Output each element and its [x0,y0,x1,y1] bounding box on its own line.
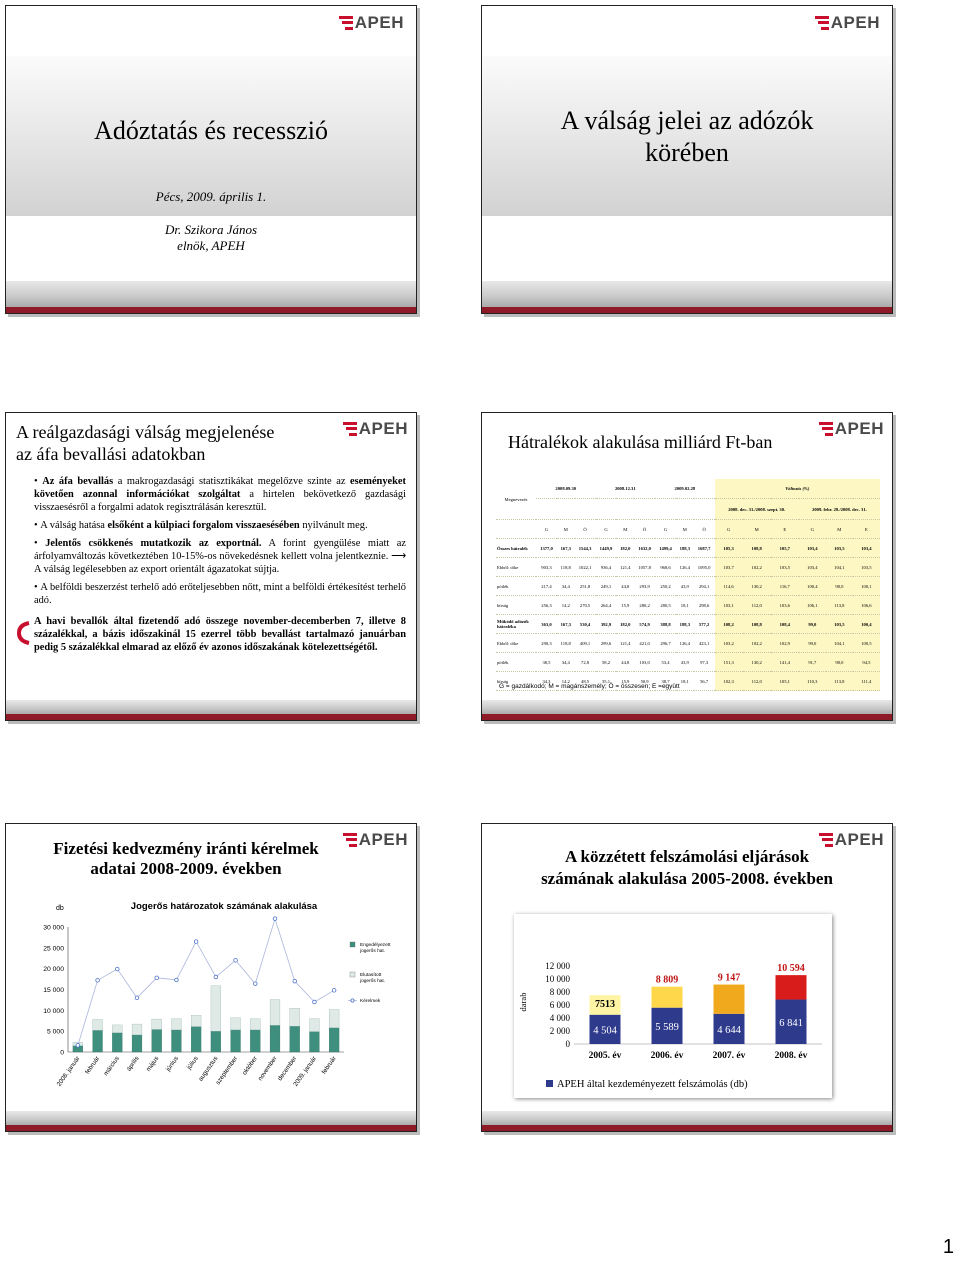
axis-label: darab [518,992,528,1012]
apeh-logo: APEH [819,831,884,848]
slide-liquidations [481,823,893,1132]
y-tick-label: 20 000 [43,966,64,974]
bullet-2: • A válság hatása elsőként a külpiaci forgalom visszaesésében nyilvánult meg. [34,520,368,531]
red-bracket-icon [15,621,31,645]
data-label: 5 589 [655,1021,679,1033]
bar-elutasitott [172,1019,182,1030]
apeh-logo: APEH [339,14,404,31]
apeh-logo: APEH [815,14,880,31]
table-cell: 299,6 [596,634,617,653]
bar-engedelyezett [132,1035,142,1052]
bar-total [652,987,683,1008]
legend-entry: Elutasított jogerős hat. [360,973,386,984]
liquidation-chart [514,914,832,1098]
x-tick-label: június [164,1055,181,1073]
x-tick-label: december [276,1055,299,1083]
subheader-cell: Ö [575,520,596,539]
x-tick-label: augusztus [197,1055,220,1083]
bar-engedelyezett [310,1032,320,1052]
legend-swatch [350,942,355,947]
point-kerelmek [135,996,139,1000]
table-cell: 102,2 [743,634,771,653]
table-cell: 1544,3 [575,539,596,558]
table-cell: 249,1 [596,577,617,596]
point-kerelmek [115,967,119,971]
table-cell: 97,3 [694,653,715,672]
bar-engedelyezett [270,1025,280,1052]
table-cell: 100,4 [799,577,826,596]
section-title-line2: körében [645,138,729,167]
table-cell: 118,8 [557,634,575,653]
table-cell: 1057,8 [634,558,655,577]
subheader-row [496,520,880,539]
table-cell: 188,3 [676,615,694,634]
table-cell: 98,0 [826,577,853,596]
table-cell: 91,7 [799,653,826,672]
data-label: 4 504 [593,1025,617,1037]
legend-marker [351,999,354,1002]
slide-title [482,846,892,890]
point-kerelmek [214,975,218,979]
bar-elutasitott [290,1008,300,1026]
table-cell: 106,6 [853,596,880,615]
table-cell: 38,7 [655,672,676,691]
table-cell: 103,5 [826,615,853,634]
bar-engedelyezett [172,1030,182,1052]
table-cell: 100,5 [853,634,880,653]
point-kerelmek [273,917,277,921]
bullet-1: • Az áfa bevallás a makrogazdasági statisztikákat megelőzve szinte az eseményeket követően azonnal információkat szolgáltat a hirtelen bekövetkező gazdasági visszaesésről a forgalmi adatok regisztrálásán keresztül. [34,476,406,513]
y-tick-label: 8 000 [549,987,570,997]
row-label: Összes hátralék [496,539,536,558]
bar-elutasitott [231,1018,241,1030]
col-header-megnevezes: Megnevezés [496,479,536,520]
table-cell: 574,9 [634,615,655,634]
data-label: 7513 [595,999,615,1011]
slide-title-line1: A reálgazdasági válság megjelenése [16,422,275,442]
bar-elutasitott [310,1019,320,1032]
table-cell: 38,5 [536,653,557,672]
x-tick-label: július [185,1055,200,1071]
table-cell: 103,4 [799,558,826,577]
table-cell: 182,0 [616,615,634,634]
table-cell: 34,4 [557,577,575,596]
table-cell: 105,7 [771,539,799,558]
point-kerelmek [332,989,336,993]
table-cell: 130,2 [743,577,771,596]
table-footnote: G = gazdálkodó; M = magánszemély; Ö = összesen; E =együtt [499,683,680,690]
subheader-cell: E [771,520,799,539]
point-kerelmek [96,979,100,983]
table-cell: 167,3 [557,615,575,634]
slide-title [6,839,366,879]
table-cell: 126,4 [676,558,694,577]
point-kerelmek [234,959,238,963]
x-tick-label: 2008. január [55,1055,82,1088]
row-label: bírság [496,596,536,615]
table-cell: 103,2 [715,634,743,653]
y-tick-label: 25 000 [43,945,64,953]
table-cell: 15,9 [616,672,634,691]
table-cell: 43,9 [676,577,694,596]
y-tick-label: 30 000 [43,924,64,932]
table-cell: 530,4 [575,615,596,634]
table-cell: 1095,0 [694,558,715,577]
bar-engedelyezett [191,1027,201,1052]
table-cell: 293,9 [634,577,655,596]
table-cell: 14,2 [557,672,575,691]
table-cell: 103,5 [853,558,880,577]
table-cell: 111,4 [853,672,880,691]
table-cell: 936,4 [596,558,617,577]
slide-title-line2: adatai 2008-2009. években [90,859,282,878]
table-cell: 250,2 [655,577,676,596]
table-cell: 141,4 [771,653,799,672]
slide-title [5,5,417,314]
subheader-cell: M [676,520,694,539]
apeh-logo: APEH [819,420,884,437]
table-cell: 251,8 [575,577,596,596]
y-tick-label: 0 [60,1049,64,1057]
row-label: Ebből: tőke [496,634,536,653]
point-kerelmek [253,982,257,986]
point-kerelmek [175,978,179,982]
table-cell: 182,0 [616,539,634,558]
subheader-cell: M [616,520,634,539]
bar-total [776,975,807,999]
slide-vat-crisis [5,412,417,721]
subheader-cell: G [536,520,557,539]
table-cell: 112,0 [743,596,771,615]
bullet-5: A havi bevallók által fizetendő adó összege november-decemberben 7, illetve 8 százalékkal, a bázis időszakinál 15 ezerrel több bevallást tartalmazó januárban pedig 5 százalékkal elmarad az előző év azonos időszakának kötelezettségétől. [34,616,406,653]
table-cell: 110,3 [799,672,826,691]
table-cell: 167,3 [557,539,575,558]
table-cell: 99,0 [799,634,826,653]
table-cell: 1449,9 [596,539,617,558]
author-name: Dr. Szikora János [164,222,258,237]
subheader-cell: M [557,520,575,539]
table-cell: 72,8 [575,653,596,672]
x-tick-label: szeptember [214,1055,240,1087]
table-cell: 188,3 [676,539,694,558]
table-cell: 58,2 [596,653,617,672]
slide-title-line2: az áfa bevallási adatokban [16,444,206,464]
data-label: 6 841 [779,1017,803,1029]
table-cell: 44,8 [616,653,634,672]
table-cell: 106,1 [799,596,826,615]
y-tick-label: 6 000 [549,1000,570,1010]
table-cell: 151,3 [715,653,743,672]
y-tick-label: 10 000 [545,974,570,984]
bar-engedelyezett [211,1031,221,1052]
table-cell: 14,2 [557,596,575,615]
point-kerelmek [293,979,297,983]
table-cell: 48,5 [575,672,596,691]
table-cell: 100,1 [853,577,880,596]
author-role: elnök, APEH [177,238,245,253]
table-cell: 100,4 [853,615,880,634]
table-cell: 18,1 [676,672,694,691]
row-label: bírság [496,672,536,691]
bar-elutasitott [93,1020,103,1031]
axis-label: db [56,905,64,912]
col-header-date: 2008.12.31 [596,479,656,499]
bar-engedelyezett [152,1030,162,1053]
slide-title: Hátralékok alakulása milliárd Ft-ban [508,432,773,452]
col-header-change-1: 2008. dec. 31./2008. szept. 30. [715,499,799,520]
subheader-cell: G [655,520,676,539]
bullet-3: • Jelentős csökkenés mutatkozik az exportnál. A forint gyengülése miatt az árfolyamváltozás következtében 10-15%-os növekedésnek kellett volna jelentkeznie. ⟶ A válság legélesebben az export orientált ágazatokat sújtja. [34,538,406,575]
table-cell: 56,7 [694,672,715,691]
table-cell: 290,3 [536,634,557,653]
x-tick-label: május [144,1055,161,1073]
table-cell: 126,4 [676,634,694,653]
bar-engedelyezett [250,1030,260,1052]
apeh-logo: APEH [343,831,408,848]
slide-title-line1: A közzétett felszámolási eljárások [564,847,810,866]
x-tick-label: 2009. január [292,1055,319,1088]
subheader-cell: Ö [694,520,715,539]
bar-elutasitott [211,986,221,1031]
bar-elutasitott [112,1025,122,1033]
row-label: pótlék [496,577,536,596]
page-number: 1 [942,1236,954,1258]
table-cell: 99,0 [799,615,826,634]
table-cell: 280,5 [655,596,676,615]
chart-title: Jogerős határozatok számának alakulása [130,901,318,912]
table-cell: 423,1 [694,634,715,653]
apeh-logo: APEH [343,420,408,437]
bar-elutasitott [329,1010,339,1028]
table-cell: 421,0 [634,634,655,653]
y-tick-label: 4 000 [549,1013,570,1023]
slide-title-line1: Fizetési kedvezmény iránti kérelmek [53,839,319,858]
x-tick-label: április [125,1055,141,1073]
slide-payment-relief [5,823,417,1132]
section-title-line1: A válság jelei az adózók [560,106,814,135]
table-cell: 34,3 [536,672,557,691]
table-cell: 18,1 [676,596,694,615]
row-label: Működő adózók hátraléka [496,615,536,634]
bar-elutasitott [152,1019,162,1029]
table-cell: 108,4 [771,615,799,634]
table-row [496,539,880,558]
table-cell: 1377,0 [536,539,557,558]
table-cell: 903,3 [536,558,557,577]
point-kerelmek [194,940,198,944]
table-cell: 113,8 [826,672,853,691]
y-tick-label: 15 000 [43,987,64,994]
subheader-cell: M [826,520,853,539]
legend-swatch [350,972,355,977]
table-cell: 44,8 [616,577,634,596]
slide-arrears-table [481,412,893,721]
bullet-list [34,475,406,659]
table-cell: 114,6 [715,577,743,596]
table-row [496,634,880,653]
arrears-table [496,479,880,691]
subheader-cell: E [853,520,880,539]
arrow-icon: ⟶ [391,551,406,562]
table-cell: 280,2 [634,596,655,615]
legend-entry: Kérelmek [360,999,381,1004]
table-cell: 108,2 [715,615,743,634]
table-cell: 108,8 [743,539,771,558]
y-tick-label: 10 000 [43,1007,64,1015]
table-cell: 118,8 [557,558,575,577]
legend-entry: APEH által kezdeményezett felszámolás (db) [557,1079,748,1090]
table-cell: 1499,4 [655,539,676,558]
table-cell: 1687,7 [694,539,715,558]
table-cell: 104,1 [826,634,853,653]
point-kerelmek [313,1000,317,1004]
table-cell: 112,0 [743,672,771,691]
table-cell: 103,4 [799,539,826,558]
slide-title-line2: számának alakulása 2005-2008. években [541,869,833,888]
bar-engedelyezett [231,1030,241,1052]
table-cell: 121,4 [616,634,634,653]
table-cell: 43,9 [676,653,694,672]
table-row [496,615,880,634]
subheader-cell: Ö [634,520,655,539]
table-cell: 103,7 [715,558,743,577]
table-cell: 103,1 [715,596,743,615]
subheader-cell: G [596,520,617,539]
data-label: 9 147 [717,972,741,984]
table-row [496,596,880,615]
y-tick-label: 2 000 [549,1026,570,1036]
table-cell: 108,8 [743,615,771,634]
bar-engedelyezett [93,1030,103,1052]
place-date: Pécs, 2009. április 1. [155,189,267,204]
data-label: 10 594 [777,963,805,975]
table-cell: 15,9 [616,596,634,615]
table-cell: 388,8 [655,615,676,634]
table-cell: 270,5 [575,596,596,615]
bar-elutasitott [270,1000,280,1026]
bar-engedelyezett [329,1028,339,1052]
slide-section [481,5,893,314]
x-tick-label: február [320,1055,338,1076]
x-tick-label: november [256,1055,279,1083]
table-cell: 103,5 [771,558,799,577]
table-cell: 392,9 [596,615,617,634]
x-tick-label: 2005. év [588,1051,622,1061]
bar-total [714,985,745,1014]
bar-elutasitott [250,1019,260,1030]
table-cell: 298,6 [694,596,715,615]
y-tick-label: 0 [565,1039,570,1049]
table-cell: 121,4 [616,558,634,577]
x-tick-label: október [241,1055,259,1077]
table-cell: 1632,0 [634,539,655,558]
col-header-date: 2008.09.30 [536,479,596,499]
table-cell: 103,4 [853,539,880,558]
table-cell: 1022,1 [575,558,596,577]
table-cell: 35,1 [596,672,617,691]
table-cell: 105,1 [771,672,799,691]
bar-elutasitott [132,1024,142,1035]
data-label: 4 644 [717,1024,741,1036]
bar-engedelyezett [112,1033,122,1052]
table-cell: 102,3 [715,672,743,691]
table-cell: 294,1 [694,577,715,596]
x-tick-label: 2006. év [650,1051,684,1061]
table-cell: 217,4 [536,577,557,596]
table-cell: 363,0 [536,615,557,634]
row-label: Ebből: tőke [496,558,536,577]
table-cell: 296,7 [655,634,676,653]
legend-swatch [546,1080,553,1087]
table-cell: 264,4 [596,596,617,615]
x-tick-label: 2007. év [712,1051,746,1061]
point-kerelmek [76,1044,80,1048]
table-cell: 103,5 [826,539,853,558]
subheader-cell: G [799,520,826,539]
col-header-change-2: 2009. febr. 28./2008. dec. 31. [799,499,880,520]
presentation-title: Adóztatás és recesszió [94,116,328,145]
table-row [496,558,880,577]
table-cell: 968,6 [655,558,676,577]
table-cell: 577,2 [694,615,715,634]
y-tick-label: 5 000 [46,1028,64,1036]
table-row [496,577,880,596]
table-cell: 94,5 [853,653,880,672]
table-cell: 130,2 [743,653,771,672]
x-tick-label: 2008. év [774,1051,808,1061]
x-tick-label: február [84,1055,102,1076]
table-cell: 256,3 [536,596,557,615]
table-cell: 113,8 [826,596,853,615]
table-cell: 103,6 [771,596,799,615]
col-header-valtozas: Változás (%) [715,479,880,499]
x-tick-label: március [102,1055,121,1078]
subheader-cell: G [715,520,743,539]
data-label: 8 809 [655,974,679,986]
table-cell: 116,7 [771,577,799,596]
table-cell: 103,0 [634,653,655,672]
col-header-date: 2009.02.28 [655,479,715,499]
table-cell: 98,0 [826,653,853,672]
table-cell: 50,9 [634,672,655,691]
table-cell: 34,4 [557,653,575,672]
point-kerelmek [155,976,159,980]
legend-entry: Engedélyezett jogerős hat. [360,943,391,954]
table-row [496,653,880,672]
bullet-4: • A belföldi beszerzést terhelő adó erőteljesebben nőtt, mint a belföldi értékesítést terhelő adó. [34,582,406,606]
table-cell: 102,2 [743,558,771,577]
table-cell: 105,3 [715,539,743,558]
subheader-cell: M [743,520,771,539]
table-cell: 104,1 [826,558,853,577]
y-tick-label: 12 000 [545,961,570,971]
table-cell: 102,9 [771,634,799,653]
table-cell: 409,1 [575,634,596,653]
bar-engedelyezett [290,1026,300,1052]
row-label: pótlék [496,653,536,672]
table-cell: 53,4 [655,653,676,672]
relief-chart [6,894,416,1119]
bar-elutasitott [191,1015,201,1026]
slide-title [16,421,274,465]
